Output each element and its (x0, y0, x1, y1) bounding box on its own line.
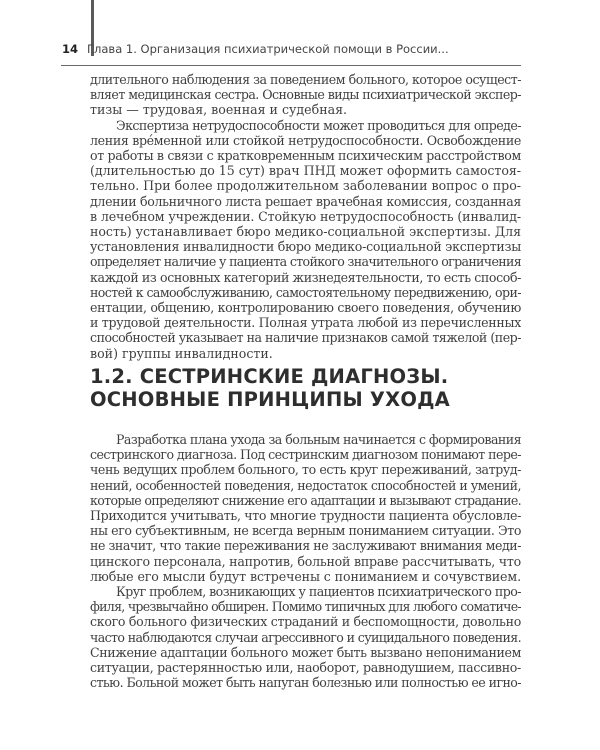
text-line: от работы в связи с кратковременным психическим расстройством (90, 148, 521, 164)
upper-text-block (90, 72, 521, 361)
text-line: Приходится учитывать, что многие трудности пациента обусловле- (90, 508, 521, 524)
text-line: не значит, что такие переживания не заслуживают внимания меди- (90, 538, 521, 554)
text-line: сестринского диагноза. Под сестринским диагнозом понимают пере- (90, 447, 521, 463)
text-line: любые его мысли будут встречены с пониманием и сочувствием. (90, 568, 521, 584)
text-line: нений, особенностей поведения, недостаток способностей и умений, (90, 477, 521, 493)
text-line: Круг проблем, возникающих у пациентов психиатрического про- (116, 584, 521, 600)
text-line: ность) устанавливает бюро медико-социальной экспертизы. Для (90, 224, 521, 240)
text-line: длительного наблюдения за поведением больного, которое осущест- (90, 72, 521, 87)
problems-paragraph (90, 584, 521, 690)
chapter-title: Глава 1. Организация психиатрической помощи в России... (87, 42, 449, 56)
text-line: которые определяют снижение его адаптации и вызывают страдание. (90, 492, 521, 508)
text-line: ситуации, растерянностью или, наоборот, равнодушием, пассивно- (90, 660, 521, 676)
text-line: ентации, общению, контролированию своего поведения, обучению (90, 300, 521, 316)
text-line: вляет медицинская сестра. Основные виды психиатрической экспер- (90, 87, 521, 103)
text-line: вой) группы инвалидности. (90, 345, 273, 361)
text-line: длении больничного листа решает врачебная комиссия, созданная (90, 193, 521, 209)
text-line: стью. Больной может быть напуган болезнью или полностью ее игно- (90, 675, 521, 691)
intro-paragraph (90, 72, 521, 118)
text-line: тельно. При более продолжительном заболевании вопрос о про- (90, 178, 521, 194)
text-line: определяет наличие у пациента стойкого значительного ограничения (90, 254, 521, 270)
text-line: Снижение адаптации больного может быть вызвано непониманием (90, 644, 521, 660)
text-line: в лечебном учреждении. Стойкую нетрудоспособность (инвалид- (90, 208, 521, 224)
lower-text-block (90, 432, 521, 690)
text-line: (длительностью до 15 сут) врач ПНД может оформить самостоя- (90, 163, 521, 179)
header-divider (61, 65, 521, 66)
text-line: каждой из основных категорий жизнедеятельности, то есть способ- (90, 269, 521, 285)
text-line: часто наблюдаются случаи агрессивного и суицидального поведения. (90, 629, 521, 645)
text-line: филя, чрезвычайно обширен. Помимо типичных для любого соматиче- (90, 599, 521, 615)
text-line: и трудовой деятельности. Полная утрата любой из перечисленных (90, 315, 521, 331)
care-paragraph (90, 432, 521, 584)
text-line: ны его субъективным, не всегда верным пониманием ситуации. Это (90, 523, 521, 539)
text-line: ского больного физических страданий и беспомощности, довольно (90, 614, 521, 630)
text-line: способностей указывает на наличие признаков самой тяжелой (пер- (90, 330, 521, 346)
section-heading-line-1: 1.2. СЕСТРИНСКИЕ ДИАГНОЗЫ. (90, 365, 449, 388)
running-header (62, 42, 449, 56)
text-line: ностей к самообслуживанию, самостоятельному передвижению, ори- (90, 284, 521, 300)
text-line: Экспертиза нетрудоспособности может проводиться для опреде- (116, 117, 521, 133)
page-number: 14 (62, 42, 79, 56)
text-line: ления врéменной или стойкой нетрудоспособности. Освобождение (90, 132, 521, 148)
text-line: Разработка плана ухода за больным начинается с формирования (116, 432, 521, 447)
text-line: тизы — трудовая, военная и судебная. (90, 102, 348, 118)
text-line: установления инвалидности бюро медико-социальной экспертизы (90, 239, 521, 255)
section-heading-line-2: ОСНОВНЫЕ ПРИНЦИПЫ УХОДА (90, 388, 450, 411)
text-line: чень ведущих проблем больного, то есть круг переживаний, затруд- (90, 462, 521, 478)
disability-paragraph (90, 118, 521, 361)
section-heading (90, 365, 521, 411)
text-line: цинского персонала, напротив, больной вправе рассчитывать, что (90, 553, 521, 569)
